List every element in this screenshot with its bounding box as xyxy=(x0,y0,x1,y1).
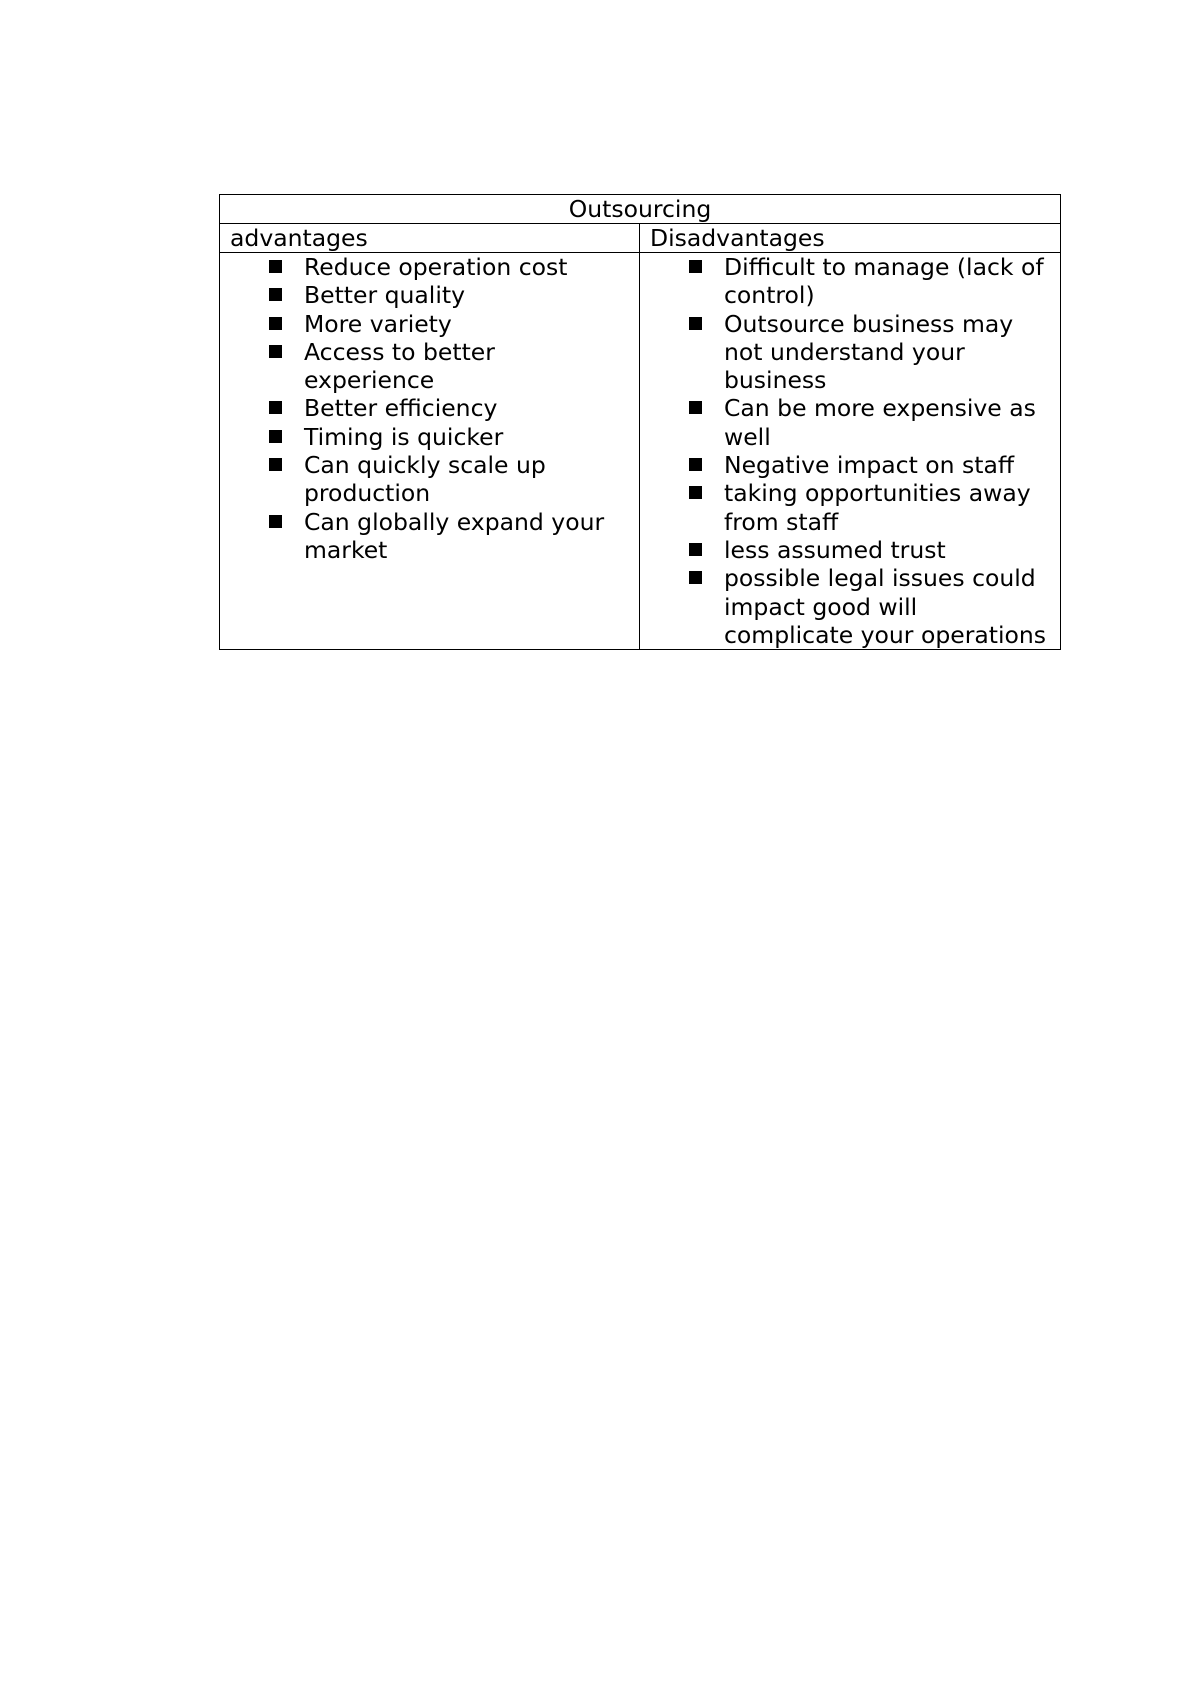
list-item xyxy=(304,423,631,451)
square-bullet-icon xyxy=(689,571,702,584)
list-item xyxy=(724,479,1052,536)
disadvantage-text: Negative impact on staff xyxy=(724,451,1015,480)
advantage-text: Timing is quicker xyxy=(304,422,504,451)
disadvantage-text: taking opportunities away from staff xyxy=(724,479,1031,536)
list-item xyxy=(304,508,631,565)
list-item xyxy=(724,253,1052,310)
square-bullet-icon xyxy=(689,543,702,556)
square-bullet-icon xyxy=(269,345,282,358)
square-bullet-icon xyxy=(269,430,282,443)
square-bullet-icon xyxy=(269,317,282,330)
disadvantages-header: Disadvantages xyxy=(640,224,1061,253)
list-item xyxy=(304,394,631,422)
list-item xyxy=(724,536,1052,564)
disadvantage-text: less assumed trust xyxy=(724,535,946,564)
list-item xyxy=(304,338,631,395)
outsourcing-table xyxy=(219,194,1061,650)
advantage-text: Can quickly scale up production xyxy=(304,451,546,508)
square-bullet-icon xyxy=(689,317,702,330)
header-row xyxy=(220,224,1061,253)
disadvantage-text: Difficult to manage (lack of control) xyxy=(724,253,1044,310)
disadvantage-text: possible legal issues could impact good will complicate your operations xyxy=(724,564,1047,649)
square-bullet-icon xyxy=(269,515,282,528)
list-item xyxy=(304,310,631,338)
square-bullet-icon xyxy=(689,458,702,471)
advantage-text: More variety xyxy=(304,309,452,338)
advantages-list xyxy=(220,253,631,564)
square-bullet-icon xyxy=(689,260,702,273)
disadvantages-list xyxy=(640,253,1052,649)
square-bullet-icon xyxy=(269,401,282,414)
advantage-text: Can globally expand your market xyxy=(304,507,605,564)
title-row xyxy=(220,195,1061,224)
disadvantage-text: Can be more expensive as well xyxy=(724,394,1036,451)
advantages-header: advantages xyxy=(220,224,640,253)
list-item xyxy=(724,451,1052,479)
advantage-text: Access to better experience xyxy=(304,337,495,395)
square-bullet-icon xyxy=(269,458,282,471)
list-item xyxy=(304,451,631,508)
square-bullet-icon xyxy=(689,486,702,499)
advantage-text: Reduce operation cost xyxy=(304,253,568,281)
content-row xyxy=(220,253,1061,650)
disadvantages-cell xyxy=(640,253,1061,650)
table-title: Outsourcing xyxy=(220,195,1061,224)
square-bullet-icon xyxy=(269,260,282,273)
advantage-text: Better efficiency xyxy=(304,394,498,423)
list-item xyxy=(304,281,631,309)
square-bullet-icon xyxy=(269,288,282,301)
advantages-cell xyxy=(220,253,640,650)
list-item xyxy=(724,564,1052,649)
list-item xyxy=(304,253,631,281)
disadvantage-text: Outsource business may not understand your business xyxy=(724,309,1014,395)
square-bullet-icon xyxy=(689,401,702,414)
list-item xyxy=(724,310,1052,395)
advantage-text: Better quality xyxy=(304,281,465,310)
list-item xyxy=(724,394,1052,451)
